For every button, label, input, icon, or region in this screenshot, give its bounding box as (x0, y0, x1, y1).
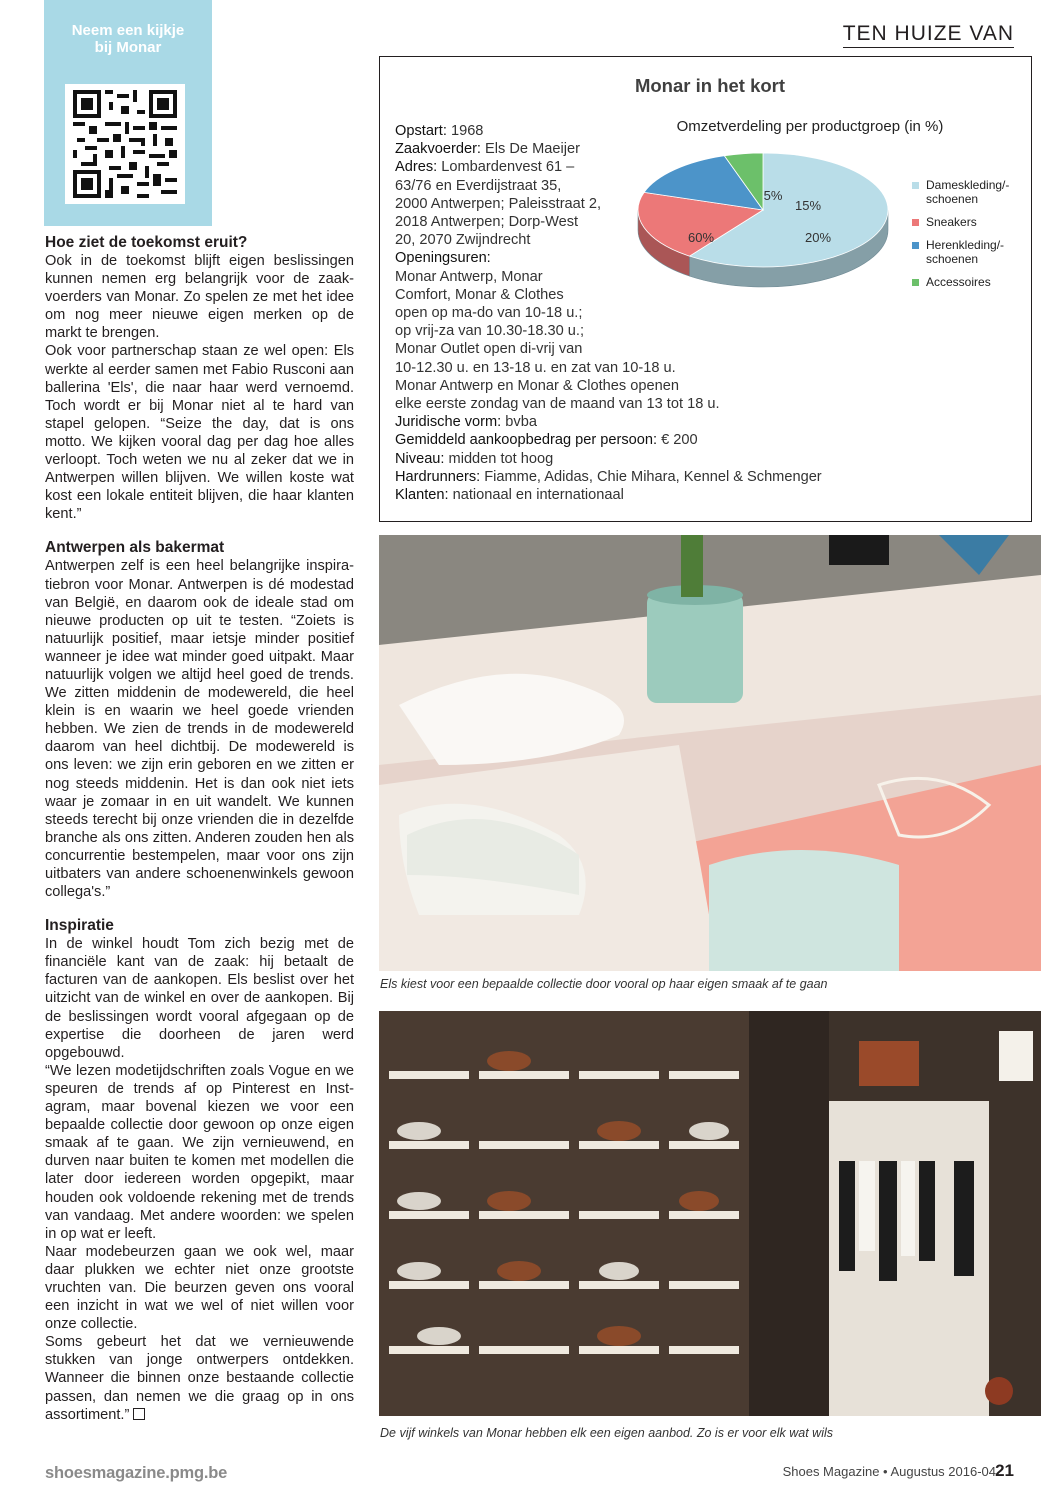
info-value: open op ma-do van 10-18 u.; (395, 305, 583, 322)
paragraph: Ook in de toekomst blijft eigen beslissingen kunnen nemen erg belangrijk voor de zaakvoerders van Monar. Zo spelen ze met het idee om nog meer nieuwe eigen merken op de markt te brengen. (45, 253, 354, 342)
pie-value-label: 5% (763, 188, 783, 203)
qr-code-icon[interactable] (65, 84, 185, 204)
info-row (395, 486, 1015, 504)
info-value: 63/76 en Everdijstraat 35, (395, 177, 562, 194)
info-row (395, 268, 1015, 286)
info-key: Gemiddeld aankoopbedrag per persoon: (395, 432, 658, 449)
info-value: Fiamme, Adidas, Chie Mihara, Kennel & Schmenger (480, 468, 822, 485)
info-value: bvba (501, 414, 537, 431)
paragraph: In de winkel houdt Tom zich bezig met de financiële kant van de zaak: hij betaalt de facturen van de aankopen. Els beslist over het uitzicht van de winkel en over de aankopen. Bij de beslissingen wordt vooral afgegaan op de expertise die doorheen de jaren werd opgebouwd. (45, 936, 354, 1061)
info-key: Adres: (395, 159, 438, 176)
paragraph-last: Soms gebeurt het dat we vernieuwende stukken van jonge ontwerpers ontdekken. Wanneer die binnen onze bestaande collectie passen, dan nemen we die graag op in ons assortiment.” (45, 1334, 354, 1423)
info-row (395, 158, 1015, 176)
info-row (395, 322, 1015, 340)
info-row (395, 231, 1015, 249)
info-key: Juridische vorm: (395, 414, 502, 431)
paragraph: Naar modebeurzen gaan we ook wel, maar daar plukken we echter niet onze grootste vruchten van. Die beurzen geven ons vooral een inzicht in wat we wel of niet willen voor onze collectie. (45, 1243, 354, 1333)
paragraph: Antwerpen zelf is een heel belangrijke inspiratiebron voor Monar. Antwerpen is dé modestad van België, en daarom ook de ideale stad om nieuwe producten op uit te testen. “Zoiets is natuurlijk positief, maar ietsje minder positief wanneer je idee wat minder goed uitpakt. Maar natuurlijk volgen we altijd heel goed de trends. We zitten middenin de modewereld, die heel klein is en waarin we heel goede vrienden hebben. We zien de trends in de modewereld daarom van heel dichtbij. De modewereld is ons leven: we zijn erin geboren en we zitten er nog steeds middenin. Het is dan ook niet iets waar je zomaar in en uit wandelt. We kunnen steeds terecht bij onze vrienden die in dezelfde branche als ons zitten. Anderen zouden hen als concurrentie bestempelen, maar voor ons zijn uitbaters van andere schoenenwinkels gewoon collega's.” (45, 558, 354, 901)
info-value: 2018 Antwerpen; Dorp-West (395, 214, 579, 231)
info-row (395, 286, 1015, 304)
info-row (395, 431, 1015, 449)
store-display-photo (379, 535, 1041, 971)
pie-value-label: 20% (804, 230, 832, 245)
info-value: € 200 (657, 432, 698, 449)
info-value: Monar Outlet open di-vrij van (395, 341, 583, 358)
info-value: elke eerste zondag van de maand van 13 tot 18 u. (395, 396, 720, 413)
section-header: TEN HUIZE VAN (843, 22, 1014, 48)
info-row (395, 177, 1015, 195)
info-row (395, 468, 1015, 486)
info-key: Opstart: (395, 123, 447, 139)
legend-item-sneakers: Sneakers (912, 215, 1009, 229)
info-row (395, 359, 1015, 377)
legend-item-dameskleding: Dameskleding/- schoenen (912, 178, 1009, 206)
info-value: 10-12.30 u. en 13-18 u. en zat van 10-18 u. (395, 359, 676, 376)
pie-value-label: 60% (687, 230, 715, 245)
article-body (45, 234, 354, 1440)
photo-caption: De vijf winkels van Monar hebben elk een eigen aanbod. Zo is er voor elk wat wils (380, 1426, 834, 1440)
legend-item-accessoires: Accessoires (912, 275, 1009, 289)
info-row (395, 122, 1015, 140)
info-value: midden tot hoog (444, 450, 554, 467)
info-value: Monar Antwerp en Monar & Clothes openen (395, 377, 679, 394)
info-value: 1968 (446, 123, 484, 139)
info-value: Lombardenvest 61 – (437, 159, 575, 176)
info-box-title: Monar in het kort (634, 75, 786, 96)
section-inspiratie (45, 917, 354, 1424)
info-row (395, 249, 1015, 267)
pie-value-label: 15% (794, 198, 822, 213)
info-row (395, 450, 1015, 468)
section-heading: Antwerpen als bakermat (45, 539, 225, 557)
info-value: 20, 2070 Zwijndrecht (395, 232, 531, 249)
photo-caption: Els kiest voor een bepaalde collectie door vooral op haar eigen smaak af te gaan (380, 977, 828, 991)
info-value: Monar Antwerp, Monar (395, 268, 543, 285)
qr-promo-box (44, 0, 212, 226)
info-row (395, 340, 1015, 358)
page-number: 21 (995, 1461, 1014, 1480)
info-row (395, 395, 1015, 413)
store-shelves-photo (379, 1011, 1041, 1416)
info-value: Els De Maeijer (480, 141, 580, 158)
info-value: 2000 Antwerpen; Paleisstraat 2, (395, 195, 602, 212)
info-value: Comfort, Monar & Clothes (395, 286, 564, 303)
info-box (379, 56, 1032, 522)
info-value: op vrij-za van 10.30-18.30 u.; (395, 323, 585, 340)
info-row (395, 377, 1015, 395)
paragraph: “We lezen modetijdschriften zoals Vogue en we speuren de trends af op Pinterest en Instagram, maar bovenal kiezen we voor een bepaalde collectie door gewoon op onze eigen smaak af te gaan. We zijn vernieuwend, en durven naar buiten te komen met modellen die later door iedereen worden opgepikt, maar houden ook voldoende rekening met de trends van vandaag. Met andere woorden: we spelen in op wat er leeft. (45, 1062, 354, 1242)
section-toekomst (45, 234, 354, 523)
end-of-article-icon (133, 1408, 145, 1420)
info-list (395, 122, 1015, 504)
info-key: Hardrunners: (395, 468, 481, 485)
qr-title: Neem een kijkje bij Monar (71, 22, 185, 56)
footer-publication: Shoes Magazine • Augustus 2016-04 (782, 1464, 996, 1479)
info-row (395, 140, 1015, 158)
info-row (395, 213, 1015, 231)
info-row (395, 413, 1015, 431)
info-row (395, 304, 1015, 322)
section-antwerpen (45, 539, 354, 901)
info-key: Niveau: (395, 450, 445, 467)
info-value: nationaal en internationaal (448, 487, 624, 504)
footer-website-link[interactable]: shoesmagazine.pmg.be (45, 1464, 228, 1482)
paragraph: Ook voor partnerschap staan ze wel open: Els werkte al eerder samen met Fabio Rusconi aan ballerina 'Els', die naar haar werd vernoemd. Toch wordt er bij Monar niet al te hard van stapel gelopen. “Seize the day, dat is ons motto. We kijken vooral dag per dag hoe alles verloopt. Toch weten we nu al zeker dat we in Antwerpen willen blijven. We willen koste wat kost een lokale entiteit blijven, die haar klanten kent.” (45, 343, 354, 523)
chart-title: Omzetverdeling per productgroep (in %) (676, 118, 944, 135)
legend-item-herenkleding: Herenkleding/- schoenen (912, 238, 1009, 266)
info-key: Klanten: (395, 487, 449, 504)
section-heading: Hoe ziet de toekomst eruit? (45, 234, 248, 251)
info-key: Openingsuren: (395, 250, 491, 267)
info-key: Zaakvoerder: (395, 141, 481, 158)
section-heading: Inspiratie (45, 917, 114, 935)
info-row (395, 195, 1015, 213)
